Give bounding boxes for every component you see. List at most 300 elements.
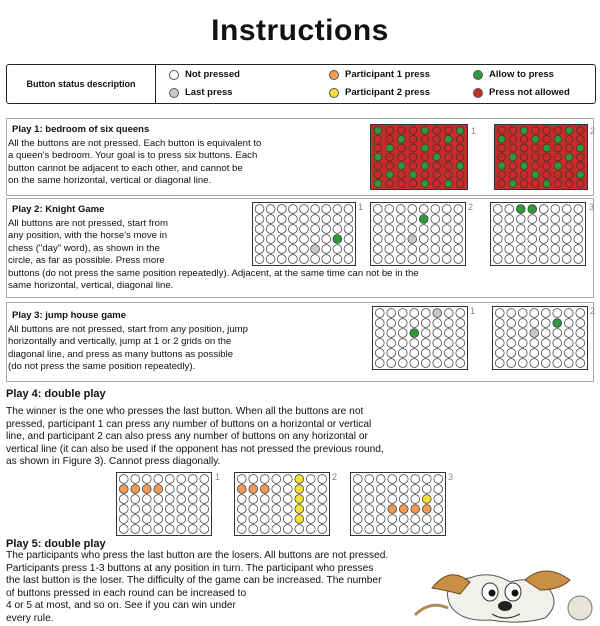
board-button <box>495 319 504 328</box>
board-button <box>532 135 540 143</box>
text-line: same horizontal, vertical, diagonal line. <box>8 280 174 292</box>
legend-label: Button status description <box>7 65 156 103</box>
board-button <box>564 359 573 368</box>
text-line: (do not press the same position repeatedly). <box>8 361 196 373</box>
play1-figure-2 <box>494 124 588 190</box>
board-button <box>249 525 258 534</box>
board-button <box>539 225 548 234</box>
board-button <box>562 255 571 264</box>
board-button <box>530 339 539 348</box>
board-button <box>539 245 548 254</box>
play2-figure-1 <box>252 202 356 266</box>
board-button <box>385 205 394 214</box>
board-button <box>410 309 419 318</box>
board-button <box>408 215 417 224</box>
board-button <box>322 255 331 264</box>
board-button <box>353 505 362 514</box>
board-button <box>376 475 385 484</box>
board-button <box>509 153 517 161</box>
board-button <box>409 135 417 143</box>
board-button <box>375 309 384 318</box>
board-button <box>574 205 583 214</box>
board-button <box>456 309 465 318</box>
board-button <box>410 319 419 328</box>
board-button <box>505 215 514 224</box>
board-button <box>434 485 443 494</box>
board-button <box>456 171 464 179</box>
legend-item-not-allowed <box>473 87 570 98</box>
board-button <box>322 205 331 214</box>
board-button <box>421 359 430 368</box>
board-button <box>375 319 384 328</box>
board-button <box>445 171 453 179</box>
board-button <box>539 205 548 214</box>
board-button <box>353 485 362 494</box>
board-button <box>376 515 385 524</box>
board-button <box>306 485 315 494</box>
board-button <box>509 180 517 188</box>
board-button <box>565 171 573 179</box>
board-button <box>200 485 209 494</box>
dog-illustration <box>410 560 600 625</box>
board-button <box>374 162 382 170</box>
board-button <box>528 225 537 234</box>
board-button <box>295 495 304 504</box>
not-allowed-dot-icon <box>473 88 483 98</box>
board-button <box>398 180 406 188</box>
board-button <box>399 485 408 494</box>
board-button <box>272 505 281 514</box>
board-button <box>445 144 453 152</box>
board-button <box>520 127 528 135</box>
board-button <box>165 485 174 494</box>
figure-number: 2 <box>590 126 596 136</box>
board-button <box>288 215 297 224</box>
board-button <box>142 485 151 494</box>
board-button <box>456 339 465 348</box>
board-button <box>553 349 562 358</box>
board-button <box>388 475 397 484</box>
board-button <box>387 339 396 348</box>
text-line: every rule. <box>6 612 54 624</box>
board-button <box>456 359 465 368</box>
not-pressed-dot-icon <box>169 70 179 80</box>
board-button <box>154 505 163 514</box>
board-button <box>444 349 453 358</box>
text-line: diagonal line, and press as many buttons as possible <box>8 348 234 360</box>
board-button <box>300 205 309 214</box>
board-button <box>396 205 405 214</box>
legend-text: Participant 2 press <box>345 87 431 98</box>
board-button <box>306 475 315 484</box>
board-button <box>516 215 525 224</box>
play2-text <box>8 218 419 292</box>
board-button <box>456 144 464 152</box>
board-button <box>399 475 408 484</box>
board-button <box>200 515 209 524</box>
board-button <box>200 495 209 504</box>
board-button <box>445 162 453 170</box>
text-line: buttons (do not press the same position repeatedly). Adjacent, at the same time can not be in the <box>8 267 419 279</box>
board-button <box>421 162 429 170</box>
board-button <box>493 225 502 234</box>
legend-item-participant-1 <box>329 69 430 80</box>
board-button <box>365 495 374 504</box>
board-button <box>434 515 443 524</box>
board-button <box>165 475 174 484</box>
board-button <box>237 525 246 534</box>
board-button <box>554 153 562 161</box>
board-button <box>454 205 463 214</box>
play3-figure-1 <box>372 306 468 370</box>
board-button <box>386 153 394 161</box>
board-button <box>493 255 502 264</box>
board-button <box>554 180 562 188</box>
board-button <box>421 319 430 328</box>
figure-number: 3 <box>448 472 454 482</box>
board-button <box>300 215 309 224</box>
board-button <box>398 329 407 338</box>
board-button <box>295 525 304 534</box>
board-button <box>142 505 151 514</box>
board-button <box>507 339 516 348</box>
board-button <box>419 245 428 254</box>
board-button <box>300 245 309 254</box>
board-button <box>434 495 443 504</box>
board-button <box>574 245 583 254</box>
play4-figure-1 <box>116 472 212 536</box>
board-button <box>408 245 417 254</box>
board-button <box>528 205 537 214</box>
text-line: All the buttons are not pressed. Each button is equivalent to <box>8 138 262 149</box>
board-button <box>398 144 406 152</box>
board-button <box>495 349 504 358</box>
board-button <box>507 349 516 358</box>
board-button <box>530 329 539 338</box>
board-button <box>200 525 209 534</box>
board-button <box>541 359 550 368</box>
board-button <box>421 309 430 318</box>
board-button <box>399 525 408 534</box>
board-button <box>277 235 286 244</box>
board-button <box>333 205 342 214</box>
board-button <box>421 127 429 135</box>
board-button <box>386 144 394 152</box>
board-button <box>532 153 540 161</box>
board-button <box>409 162 417 170</box>
board-button <box>396 235 405 244</box>
board-button <box>442 245 451 254</box>
board-frame <box>373 307 468 370</box>
board-button <box>288 255 297 264</box>
board-button <box>528 215 537 224</box>
legend-text: Last press <box>185 87 233 98</box>
board-button <box>318 485 327 494</box>
board-button <box>300 225 309 234</box>
participant-2-dot-icon <box>329 88 339 98</box>
board-button <box>539 255 548 264</box>
board-button <box>260 495 269 504</box>
board-button <box>509 171 517 179</box>
board-button <box>445 180 453 188</box>
board-button <box>396 245 405 254</box>
allow-dot-icon <box>473 70 483 80</box>
board-button <box>577 171 585 179</box>
legend-text: Allow to press <box>489 69 554 80</box>
board-button <box>495 359 504 368</box>
text-line: 4 or 5 at most, and so on. See if you can win under <box>6 600 236 612</box>
board-button <box>498 171 506 179</box>
board-button <box>410 359 419 368</box>
board-button <box>520 153 528 161</box>
board-button <box>260 525 269 534</box>
board-button <box>518 349 527 358</box>
board-button <box>505 225 514 234</box>
board-button <box>498 127 506 135</box>
board-button <box>410 349 419 358</box>
board-button <box>564 319 573 328</box>
board-button <box>543 144 551 152</box>
board-button <box>374 135 382 143</box>
text-line: as shown in Figure 3). Cannot press diagonally. <box>6 456 221 468</box>
board-button <box>396 225 405 234</box>
board-button <box>333 245 342 254</box>
board-button <box>260 515 269 524</box>
board-button <box>277 255 286 264</box>
board-button <box>255 225 264 234</box>
board-button <box>266 215 275 224</box>
board-frame <box>495 125 588 190</box>
board-button <box>387 329 396 338</box>
board-button <box>288 225 297 234</box>
board-button <box>565 135 573 143</box>
board-button <box>375 329 384 338</box>
board-button <box>562 245 571 254</box>
board-button <box>495 309 504 318</box>
board-frame <box>493 307 588 370</box>
board-button <box>188 495 197 504</box>
board-button <box>445 153 453 161</box>
board-button <box>386 127 394 135</box>
board-button <box>165 505 174 514</box>
board-button <box>554 127 562 135</box>
board-button <box>398 171 406 179</box>
board-button <box>493 205 502 214</box>
board-button <box>306 495 315 504</box>
board-button <box>433 339 442 348</box>
board-button <box>288 205 297 214</box>
board-button <box>318 525 327 534</box>
play5-heading: Play 5: double play <box>6 538 106 550</box>
legend-item-last-press <box>169 87 233 98</box>
board-button <box>409 180 417 188</box>
board-button <box>431 255 440 264</box>
board-button <box>333 235 342 244</box>
board-button <box>398 319 407 328</box>
board-button <box>311 245 320 254</box>
board-button <box>311 215 320 224</box>
board-button <box>577 153 585 161</box>
board-button <box>551 225 560 234</box>
board-button <box>565 144 573 152</box>
play5-text <box>6 550 388 626</box>
board-button <box>554 144 562 152</box>
board-button <box>433 180 441 188</box>
board-button <box>398 127 406 135</box>
figure-number: 1 <box>358 202 364 212</box>
board-button <box>516 245 525 254</box>
board-button <box>237 515 246 524</box>
board-button <box>411 525 420 534</box>
board-button <box>421 329 430 338</box>
legend-text: Participant 1 press <box>345 69 431 80</box>
board-button <box>442 235 451 244</box>
text-line: line, and participant 2 can also press any number of buttons on any horizontal or <box>6 431 368 443</box>
legend-text: Press not allowed <box>489 87 570 98</box>
board-button <box>574 215 583 224</box>
board-button <box>295 505 304 514</box>
board-button <box>456 153 464 161</box>
board-button <box>456 135 464 143</box>
text-line: horizontally and vertically, jump at 1 or 2 grids on the <box>8 336 232 348</box>
board-button <box>154 525 163 534</box>
board-button <box>388 525 397 534</box>
board-button <box>306 525 315 534</box>
board-button <box>408 205 417 214</box>
board-button <box>409 144 417 152</box>
board-button <box>541 319 550 328</box>
board-button <box>505 205 514 214</box>
board-button <box>399 505 408 514</box>
board-button <box>154 475 163 484</box>
board-button <box>386 171 394 179</box>
board-button <box>388 495 397 504</box>
board-button <box>454 225 463 234</box>
text-line: All buttons are not pressed, start from <box>8 218 168 229</box>
board-button <box>255 235 264 244</box>
board-button <box>565 180 573 188</box>
board-button <box>322 215 331 224</box>
board-button <box>564 349 573 358</box>
board-button <box>434 525 443 534</box>
board-button <box>283 525 292 534</box>
board-button <box>543 180 551 188</box>
board-button <box>165 525 174 534</box>
board-button <box>283 505 292 514</box>
board-button <box>154 485 163 494</box>
board-button <box>388 515 397 524</box>
board-button <box>266 225 275 234</box>
board-button <box>177 525 186 534</box>
board-button <box>433 153 441 161</box>
board-button <box>433 329 442 338</box>
board-button <box>419 215 428 224</box>
board-button <box>444 339 453 348</box>
board-button <box>311 225 320 234</box>
board-button <box>411 485 420 494</box>
board-button <box>300 235 309 244</box>
board-button <box>433 309 442 318</box>
board-button <box>530 309 539 318</box>
board-button <box>398 349 407 358</box>
board-button <box>507 329 516 338</box>
board-button <box>562 235 571 244</box>
board-button <box>422 525 431 534</box>
board-button <box>283 475 292 484</box>
board-button <box>365 475 374 484</box>
board-button <box>574 225 583 234</box>
board-button <box>505 245 514 254</box>
play1-heading: Play 1: bedroom of six queens <box>12 124 150 135</box>
board-button <box>528 255 537 264</box>
board-button <box>408 235 417 244</box>
board-button <box>576 309 585 318</box>
board-button <box>288 235 297 244</box>
board-frame <box>371 125 468 190</box>
board-button <box>553 309 562 318</box>
board-button <box>318 515 327 524</box>
board-button <box>520 144 528 152</box>
board-frame <box>117 473 212 536</box>
play3-heading: Play 3: jump house game <box>12 310 127 321</box>
board-frame <box>235 473 330 536</box>
board-button <box>444 329 453 338</box>
board-button <box>456 127 464 135</box>
board-button <box>528 235 537 244</box>
text-line: the last button is the loser. The difficulty of the game can be increased. The number <box>6 575 382 587</box>
board-button <box>445 127 453 135</box>
board-button <box>376 525 385 534</box>
text-line: Participants press 1-3 buttons at any position in turn. The participant who presses <box>6 562 374 574</box>
legend-item-allow <box>473 69 554 80</box>
play3-figure-2 <box>492 306 588 370</box>
board-button <box>411 505 420 514</box>
board-button <box>433 144 441 152</box>
board-button <box>177 475 186 484</box>
board-button <box>493 235 502 244</box>
board-button <box>518 329 527 338</box>
board-frame <box>351 473 446 536</box>
board-button <box>445 135 453 143</box>
board-button <box>249 505 258 514</box>
last-press-dot-icon <box>169 88 179 98</box>
board-button <box>373 245 382 254</box>
text-line: pressed, participant 1 can press any number of buttons on a horizontal or vertical <box>6 418 372 430</box>
board-button <box>318 475 327 484</box>
board-button <box>188 515 197 524</box>
board-button <box>396 215 405 224</box>
figure-number: 1 <box>471 126 477 136</box>
board-button <box>387 309 396 318</box>
board-button <box>554 135 562 143</box>
page-title: Instructions <box>211 14 389 47</box>
board-button <box>530 319 539 328</box>
board-button <box>532 127 540 135</box>
board-button <box>419 235 428 244</box>
board-button <box>577 135 585 143</box>
board-button <box>119 525 128 534</box>
board-button <box>385 255 394 264</box>
board-button <box>272 525 281 534</box>
board-button <box>277 205 286 214</box>
board-button <box>154 515 163 524</box>
board-button <box>419 205 428 214</box>
text-line: The winner is the one who presses the last button. When all the buttons are not <box>6 406 364 417</box>
board-button <box>421 349 430 358</box>
board-button <box>306 515 315 524</box>
board-button <box>131 525 140 534</box>
board-button <box>277 225 286 234</box>
